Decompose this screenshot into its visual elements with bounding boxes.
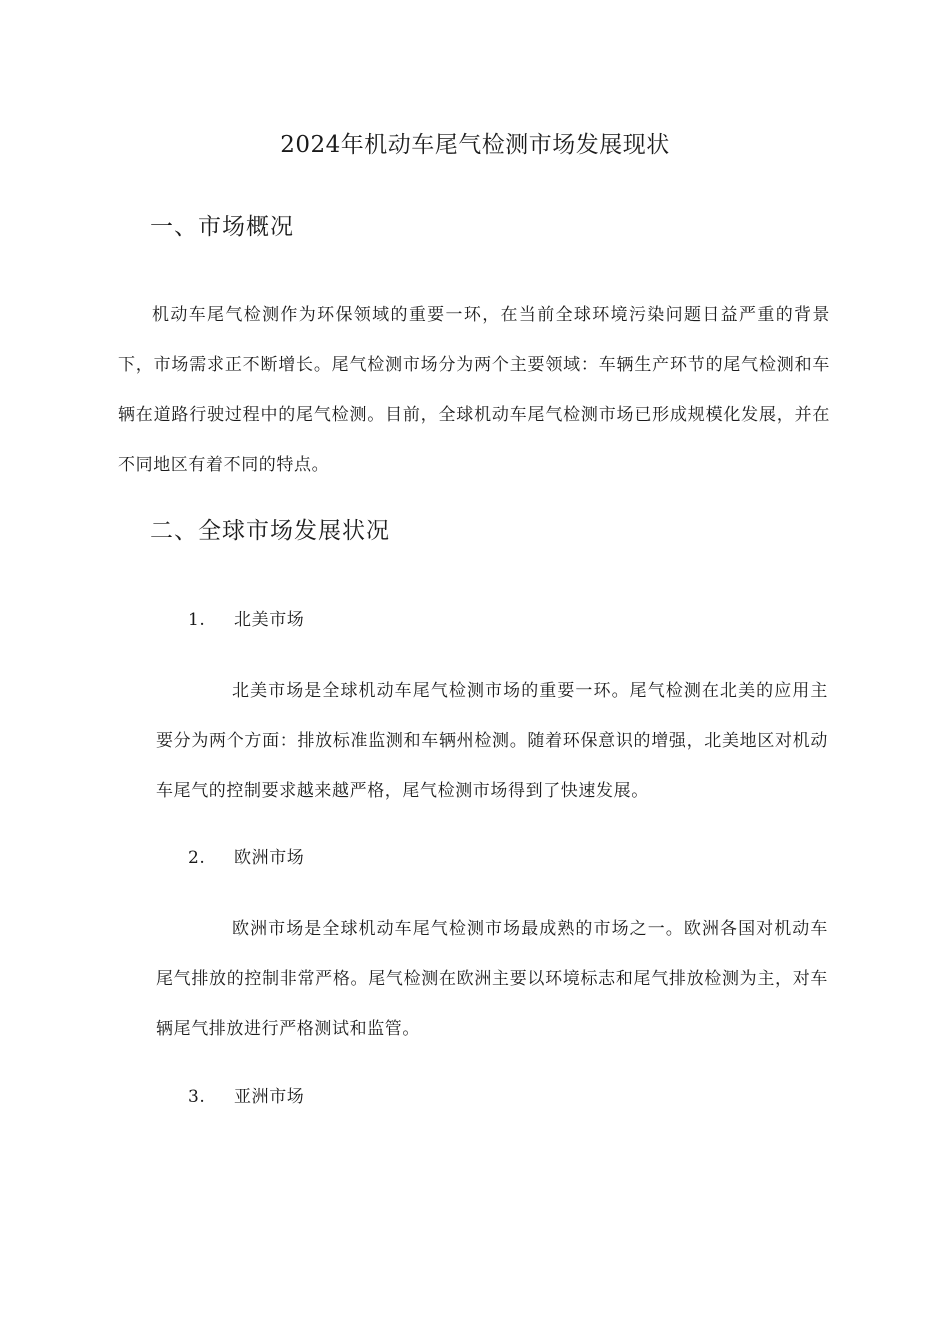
subsection-number: 3. <box>188 1087 206 1107</box>
subsection-number: 2. <box>188 848 206 868</box>
subsection-heading-north-america <box>188 606 304 634</box>
north-america-paragraph: 北美市场是全球机动车尾气检测市场的重要一环。尾气检测在北美的应用主要分为两个方面：排放标准监测和车辆州检测。随着环保意识的增强，北美地区对机动车尾气的控制要求越来越严格，尾气检测市场得到了快速发展。 <box>156 681 828 801</box>
section-heading-market-overview: 一、市场概况 <box>150 214 294 240</box>
subsection-title: 亚洲市场 <box>234 1087 305 1107</box>
subsection-title: 欧洲市场 <box>234 848 305 868</box>
section-heading-global-market: 二、全球市场发展状况 <box>150 518 390 544</box>
subsection-title: 北美市场 <box>234 610 305 630</box>
subsection-heading-europe <box>188 844 304 872</box>
subsection-number: 1. <box>188 610 206 630</box>
document-title: 2024年机动车尾气检测市场发展现状 <box>280 132 670 158</box>
europe-paragraph: 欧洲市场是全球机动车尾气检测市场最成熟的市场之一。欧洲各国对机动车尾气排放的控制非常严格。尾气检测在欧洲主要以环境标志和尾气排放检测为主，对车辆尾气排放进行严格测试和监管。 <box>156 919 828 1039</box>
market-overview-paragraph: 机动车尾气检测作为环保领域的重要一环，在当前全球环境污染问题日益严重的背景下，市场需求正不断增长。尾气检测市场分为两个主要领域：车辆生产环节的尾气检测和车辆在道路行驶过程中的尾气检测。目前，全球机动车尾气检测市场已形成规模化发展，并在不同地区有着不同的特点。 <box>118 305 830 475</box>
subsection-heading-asia <box>188 1083 304 1111</box>
